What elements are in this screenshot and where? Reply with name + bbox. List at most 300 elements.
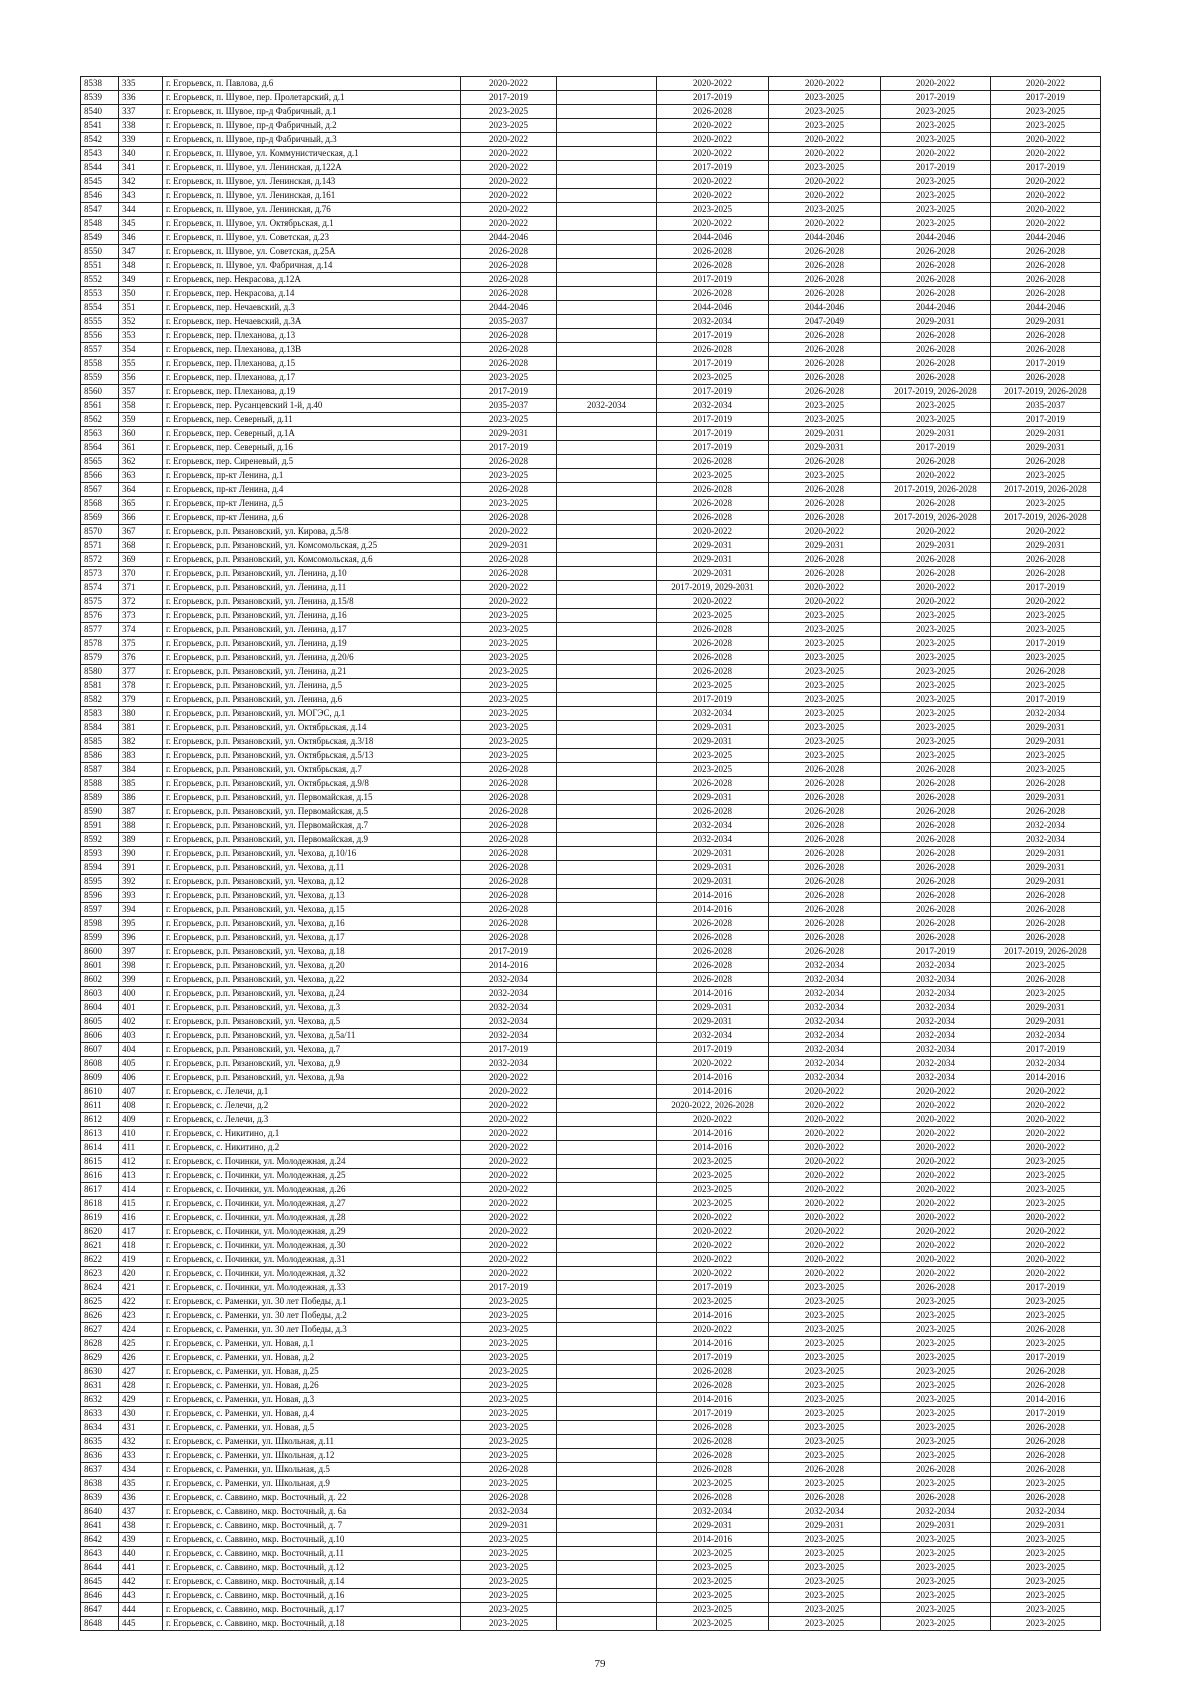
row-number-cell: 8549 <box>81 231 119 245</box>
period-5-cell: 2017-2019 <box>881 161 991 175</box>
item-number-cell: 423 <box>119 1309 163 1323</box>
address-cell: г. Егорьевск, с. Раменки, ул. 30 лет Победы, д.1 <box>163 1295 461 1309</box>
address-cell: г. Егорьевск, р.п. Рязановский, ул. Ленина, д.16 <box>163 609 461 623</box>
period-3-cell: 2023-2025 <box>657 469 769 483</box>
row-number-cell: 8547 <box>81 203 119 217</box>
period-2-cell <box>557 1211 657 1225</box>
period-2-cell <box>557 259 657 273</box>
period-4-cell: 2026-2028 <box>769 791 881 805</box>
schedule-table <box>80 76 1101 1631</box>
period-1-cell: 2017-2019 <box>461 1281 557 1295</box>
period-1-cell: 2023-2025 <box>461 637 557 651</box>
period-1-cell: 2020-2022 <box>461 1211 557 1225</box>
item-number-cell: 428 <box>119 1379 163 1393</box>
item-number-cell: 368 <box>119 539 163 553</box>
period-4-cell: 2047-2049 <box>769 315 881 329</box>
period-6-cell: 2026-2028 <box>991 917 1101 931</box>
period-6-cell: 2023-2025 <box>991 1477 1101 1491</box>
item-number-cell: 432 <box>119 1435 163 1449</box>
period-1-cell: 2023-2025 <box>461 1547 557 1561</box>
period-2-cell <box>557 1197 657 1211</box>
address-cell: г. Егорьевск, с. Раменки, ул. Новая, д.25 <box>163 1365 461 1379</box>
row-number-cell: 8601 <box>81 959 119 973</box>
period-5-cell: 2026-2028 <box>881 343 991 357</box>
period-6-cell: 2026-2028 <box>991 455 1101 469</box>
item-number-cell: 418 <box>119 1239 163 1253</box>
period-2-cell <box>557 161 657 175</box>
period-1-cell: 2029-2031 <box>461 539 557 553</box>
period-6-cell: 2026-2028 <box>991 567 1101 581</box>
period-5-cell: 2026-2028 <box>881 1463 991 1477</box>
period-1-cell: 2023-2025 <box>461 1309 557 1323</box>
address-cell: г. Егорьевск, пр-кт Ленина, д.1 <box>163 469 461 483</box>
table-row <box>81 553 1101 567</box>
item-number-cell: 381 <box>119 721 163 735</box>
period-3-cell: 2029-2031 <box>657 539 769 553</box>
period-1-cell: 2014-2016 <box>461 959 557 973</box>
period-1-cell: 2020-2022 <box>461 1225 557 1239</box>
row-number-cell: 8569 <box>81 511 119 525</box>
period-5-cell: 2023-2025 <box>881 119 991 133</box>
period-1-cell: 2020-2022 <box>461 1169 557 1183</box>
period-4-cell: 2023-2025 <box>769 105 881 119</box>
period-4-cell: 2026-2028 <box>769 861 881 875</box>
period-3-cell: 2020-2022 <box>657 595 769 609</box>
address-cell: г. Егорьевск, р.п. Рязановский, ул. Чехова, д.16 <box>163 917 461 931</box>
period-4-cell: 2026-2028 <box>769 945 881 959</box>
period-6-cell: 2023-2025 <box>991 1617 1101 1631</box>
row-number-cell: 8598 <box>81 917 119 931</box>
period-6-cell: 2023-2025 <box>991 1589 1101 1603</box>
item-number-cell: 347 <box>119 245 163 259</box>
period-2-cell <box>557 595 657 609</box>
address-cell: г. Егорьевск, п. Шувое, ул. Ленинская, д.122А <box>163 161 461 175</box>
address-cell: г. Егорьевск, с. Раменки, ул. Новая, д.2 <box>163 1351 461 1365</box>
item-number-cell: 400 <box>119 987 163 1001</box>
row-number-cell: 8554 <box>81 301 119 315</box>
period-3-cell: 2014-2016 <box>657 1071 769 1085</box>
period-3-cell: 2020-2022, 2026-2028 <box>657 1099 769 1113</box>
period-4-cell: 2032-2034 <box>769 1071 881 1085</box>
period-6-cell: 2017-2019 <box>991 1407 1101 1421</box>
address-cell: г. Егорьевск, с. Саввино, мкр. Восточный, д.14 <box>163 1575 461 1589</box>
table-row <box>81 1449 1101 1463</box>
period-3-cell: 2026-2028 <box>657 1379 769 1393</box>
table-row <box>81 1099 1101 1113</box>
item-number-cell: 393 <box>119 889 163 903</box>
item-number-cell: 373 <box>119 609 163 623</box>
address-cell: г. Егорьевск, р.п. Рязановский, ул. Чехова, д.18 <box>163 945 461 959</box>
period-6-cell: 2023-2025 <box>991 1603 1101 1617</box>
table-row <box>81 609 1101 623</box>
period-1-cell: 2023-2025 <box>461 1477 557 1491</box>
period-6-cell: 2023-2025 <box>991 1197 1101 1211</box>
period-4-cell: 2020-2022 <box>769 1141 881 1155</box>
period-2-cell <box>557 777 657 791</box>
item-number-cell: 412 <box>119 1155 163 1169</box>
row-number-cell: 8623 <box>81 1267 119 1281</box>
item-number-cell: 380 <box>119 707 163 721</box>
period-4-cell: 2029-2031 <box>769 1519 881 1533</box>
period-1-cell: 2023-2025 <box>461 1365 557 1379</box>
period-5-cell: 2026-2028 <box>881 917 991 931</box>
period-1-cell: 2023-2025 <box>461 679 557 693</box>
item-number-cell: 419 <box>119 1253 163 1267</box>
period-4-cell: 2020-2022 <box>769 1085 881 1099</box>
address-cell: г. Егорьевск, с. Саввино, мкр. Восточный, д.16 <box>163 1589 461 1603</box>
table-row <box>81 91 1101 105</box>
period-3-cell: 2023-2025 <box>657 1617 769 1631</box>
period-2-cell <box>557 609 657 623</box>
period-4-cell: 2020-2022 <box>769 189 881 203</box>
period-3-cell: 2014-2016 <box>657 889 769 903</box>
period-3-cell: 2023-2025 <box>657 1295 769 1309</box>
period-4-cell: 2023-2025 <box>769 161 881 175</box>
period-2-cell <box>557 1057 657 1071</box>
item-number-cell: 338 <box>119 119 163 133</box>
row-number-cell: 8588 <box>81 777 119 791</box>
period-5-cell: 2026-2028 <box>881 329 991 343</box>
period-3-cell: 2044-2046 <box>657 301 769 315</box>
table-row <box>81 903 1101 917</box>
table-row <box>81 161 1101 175</box>
period-4-cell: 2023-2025 <box>769 721 881 735</box>
item-number-cell: 379 <box>119 693 163 707</box>
period-4-cell: 2026-2028 <box>769 273 881 287</box>
table-row <box>81 595 1101 609</box>
item-number-cell: 406 <box>119 1071 163 1085</box>
address-cell: г. Егорьевск, р.п. Рязановский, ул. Чехова, д.13 <box>163 889 461 903</box>
period-6-cell: 2020-2022 <box>991 133 1101 147</box>
item-number-cell: 394 <box>119 903 163 917</box>
period-2-cell <box>557 721 657 735</box>
item-number-cell: 375 <box>119 637 163 651</box>
table-row <box>81 1127 1101 1141</box>
item-number-cell: 396 <box>119 931 163 945</box>
period-5-cell: 2023-2025 <box>881 735 991 749</box>
period-4-cell: 2023-2025 <box>769 1533 881 1547</box>
table-row <box>81 105 1101 119</box>
period-4-cell: 2023-2025 <box>769 1309 881 1323</box>
period-3-cell: 2017-2019 <box>657 1407 769 1421</box>
period-6-cell: 2020-2022 <box>991 77 1101 91</box>
period-5-cell: 2029-2031 <box>881 539 991 553</box>
period-4-cell: 2023-2025 <box>769 1617 881 1631</box>
period-4-cell: 2032-2034 <box>769 1029 881 1043</box>
period-5-cell: 2026-2028 <box>881 875 991 889</box>
period-1-cell: 2026-2028 <box>461 553 557 567</box>
row-number-cell: 8540 <box>81 105 119 119</box>
period-2-cell <box>557 791 657 805</box>
period-3-cell: 2020-2022 <box>657 119 769 133</box>
address-cell: г. Егорьевск, пер. Плеханова, д.13 <box>163 329 461 343</box>
period-6-cell: 2026-2028 <box>991 287 1101 301</box>
period-3-cell: 2014-2016 <box>657 1393 769 1407</box>
period-4-cell: 2023-2025 <box>769 1295 881 1309</box>
period-5-cell: 2026-2028 <box>881 861 991 875</box>
item-number-cell: 434 <box>119 1463 163 1477</box>
period-4-cell: 2026-2028 <box>769 357 881 371</box>
period-4-cell: 2023-2025 <box>769 1281 881 1295</box>
period-4-cell: 2032-2034 <box>769 973 881 987</box>
period-1-cell: 2023-2025 <box>461 1323 557 1337</box>
row-number-cell: 8560 <box>81 385 119 399</box>
row-number-cell: 8552 <box>81 273 119 287</box>
table-row <box>81 1071 1101 1085</box>
table-row <box>81 1491 1101 1505</box>
period-4-cell: 2044-2046 <box>769 301 881 315</box>
table-row <box>81 245 1101 259</box>
period-4-cell: 2023-2025 <box>769 1323 881 1337</box>
period-3-cell: 2017-2019 <box>657 441 769 455</box>
address-cell: г. Егорьевск, пр-кт Ленина, д.6 <box>163 511 461 525</box>
period-1-cell: 2026-2028 <box>461 343 557 357</box>
period-4-cell: 2023-2025 <box>769 1351 881 1365</box>
period-6-cell: 2020-2022 <box>991 1099 1101 1113</box>
table-row <box>81 315 1101 329</box>
address-cell: г. Егорьевск, пер. Плеханова, д.13В <box>163 343 461 357</box>
table-row <box>81 1085 1101 1099</box>
table-row <box>81 301 1101 315</box>
period-3-cell: 2026-2028 <box>657 651 769 665</box>
period-5-cell: 2032-2034 <box>881 1057 991 1071</box>
table-row <box>81 357 1101 371</box>
address-cell: г. Егорьевск, с. Лелечи, д.2 <box>163 1099 461 1113</box>
period-6-cell: 2032-2034 <box>991 1505 1101 1519</box>
address-cell: г. Егорьевск, пер. Нечаевский, д.3 <box>163 301 461 315</box>
period-6-cell: 2023-2025 <box>991 959 1101 973</box>
address-cell: г. Егорьевск, р.п. Рязановский, ул. Чехова, д.20 <box>163 959 461 973</box>
period-4-cell: 2023-2025 <box>769 679 881 693</box>
item-number-cell: 361 <box>119 441 163 455</box>
period-5-cell: 2032-2034 <box>881 1071 991 1085</box>
address-cell: г. Егорьевск, пер. Плеханова, д.15 <box>163 357 461 371</box>
table-row <box>81 1337 1101 1351</box>
address-cell: г. Егорьевск, с. Раменки, ул. Новая, д.1 <box>163 1337 461 1351</box>
item-number-cell: 345 <box>119 217 163 231</box>
row-number-cell: 8595 <box>81 875 119 889</box>
row-number-cell: 8639 <box>81 1491 119 1505</box>
period-1-cell: 2029-2031 <box>461 1519 557 1533</box>
table-row <box>81 987 1101 1001</box>
period-3-cell: 2014-2016 <box>657 1337 769 1351</box>
period-2-cell <box>557 749 657 763</box>
period-4-cell: 2029-2031 <box>769 441 881 455</box>
period-5-cell: 2023-2025 <box>881 1477 991 1491</box>
item-number-cell: 417 <box>119 1225 163 1239</box>
address-cell: г. Егорьевск, с. Починки, ул. Молодежная, д.26 <box>163 1183 461 1197</box>
item-number-cell: 404 <box>119 1043 163 1057</box>
row-number-cell: 8624 <box>81 1281 119 1295</box>
period-2-cell <box>557 735 657 749</box>
row-number-cell: 8538 <box>81 77 119 91</box>
row-number-cell: 8580 <box>81 665 119 679</box>
item-number-cell: 414 <box>119 1183 163 1197</box>
period-5-cell: 2023-2025 <box>881 1309 991 1323</box>
period-5-cell: 2023-2025 <box>881 105 991 119</box>
address-cell: г. Егорьевск, с. Никитино, д.2 <box>163 1141 461 1155</box>
item-number-cell: 342 <box>119 175 163 189</box>
row-number-cell: 8592 <box>81 833 119 847</box>
item-number-cell: 351 <box>119 301 163 315</box>
period-2-cell <box>557 959 657 973</box>
period-3-cell: 2020-2022 <box>657 175 769 189</box>
table-body <box>81 77 1101 1631</box>
period-3-cell: 2026-2028 <box>657 623 769 637</box>
table-row <box>81 679 1101 693</box>
period-5-cell: 2023-2025 <box>881 1421 991 1435</box>
period-2-cell <box>557 623 657 637</box>
table-row <box>81 1001 1101 1015</box>
period-5-cell: 2017-2019 <box>881 441 991 455</box>
address-cell: г. Егорьевск, п. Шувое, ул. Советская, д.23 <box>163 231 461 245</box>
address-cell: г. Егорьевск, п. Шувое, пр-д Фабричный, д.3 <box>163 133 461 147</box>
period-2-cell <box>557 1421 657 1435</box>
period-2-cell <box>557 945 657 959</box>
period-2-cell <box>557 287 657 301</box>
address-cell: г. Егорьевск, р.п. Рязановский, ул. Ленина, д.20/6 <box>163 651 461 665</box>
period-5-cell: 2023-2025 <box>881 749 991 763</box>
period-3-cell: 2020-2022 <box>657 1323 769 1337</box>
period-3-cell: 2026-2028 <box>657 287 769 301</box>
row-number-cell: 8555 <box>81 315 119 329</box>
period-3-cell: 2029-2031 <box>657 1001 769 1015</box>
row-number-cell: 8583 <box>81 707 119 721</box>
address-cell: г. Егорьевск, р.п. Рязановский, ул. МОГЭС, д.1 <box>163 707 461 721</box>
period-1-cell: 2032-2034 <box>461 1057 557 1071</box>
period-1-cell: 2020-2022 <box>461 1085 557 1099</box>
row-number-cell: 8578 <box>81 637 119 651</box>
address-cell: г. Егорьевск, с. Починки, ул. Молодежная, д.24 <box>163 1155 461 1169</box>
period-5-cell: 2026-2028 <box>881 273 991 287</box>
item-number-cell: 366 <box>119 511 163 525</box>
period-3-cell: 2014-2016 <box>657 1533 769 1547</box>
period-5-cell: 2023-2025 <box>881 693 991 707</box>
address-cell: г. Егорьевск, п. Павлова, д.6 <box>163 77 461 91</box>
row-number-cell: 8645 <box>81 1575 119 1589</box>
period-1-cell: 2026-2028 <box>461 861 557 875</box>
period-1-cell: 2026-2028 <box>461 903 557 917</box>
period-3-cell: 2029-2031 <box>657 721 769 735</box>
period-4-cell: 2032-2034 <box>769 1505 881 1519</box>
period-3-cell: 2026-2028 <box>657 1491 769 1505</box>
row-number-cell: 8620 <box>81 1225 119 1239</box>
period-4-cell: 2023-2025 <box>769 469 881 483</box>
period-3-cell: 2026-2028 <box>657 945 769 959</box>
period-3-cell: 2023-2025 <box>657 1477 769 1491</box>
period-3-cell: 2017-2019 <box>657 1281 769 1295</box>
row-number-cell: 8591 <box>81 819 119 833</box>
period-2-cell <box>557 1477 657 1491</box>
period-1-cell: 2026-2028 <box>461 483 557 497</box>
period-4-cell: 2023-2025 <box>769 665 881 679</box>
table-row <box>81 1211 1101 1225</box>
address-cell: г. Егорьевск, р.п. Рязановский, ул. Ленина, д.19 <box>163 637 461 651</box>
period-6-cell: 2032-2034 <box>991 833 1101 847</box>
row-number-cell: 8617 <box>81 1183 119 1197</box>
row-number-cell: 8551 <box>81 259 119 273</box>
item-number-cell: 443 <box>119 1589 163 1603</box>
period-6-cell: 2023-2025 <box>991 1533 1101 1547</box>
table-row <box>81 973 1101 987</box>
period-6-cell: 2017-2019 <box>991 357 1101 371</box>
address-cell: г. Егорьевск, пер. Нечаевский, д.3А <box>163 315 461 329</box>
item-number-cell: 399 <box>119 973 163 987</box>
period-6-cell: 2023-2025 <box>991 1183 1101 1197</box>
period-5-cell: 2023-2025 <box>881 1323 991 1337</box>
address-cell: г. Егорьевск, р.п. Рязановский, ул. Ленина, д.6 <box>163 693 461 707</box>
item-number-cell: 427 <box>119 1365 163 1379</box>
period-4-cell: 2020-2022 <box>769 581 881 595</box>
period-1-cell: 2020-2022 <box>461 189 557 203</box>
period-1-cell: 2026-2028 <box>461 889 557 903</box>
table-row <box>81 1407 1101 1421</box>
period-4-cell: 2020-2022 <box>769 1267 881 1281</box>
period-4-cell: 2023-2025 <box>769 1393 881 1407</box>
table-row <box>81 693 1101 707</box>
period-6-cell: 2026-2028 <box>991 1491 1101 1505</box>
period-3-cell: 2020-2022 <box>657 1113 769 1127</box>
address-cell: г. Егорьевск, р.п. Рязановский, ул. Первомайская, д.15 <box>163 791 461 805</box>
period-2-cell <box>557 903 657 917</box>
period-4-cell: 2026-2028 <box>769 385 881 399</box>
item-number-cell: 431 <box>119 1421 163 1435</box>
item-number-cell: 415 <box>119 1197 163 1211</box>
period-2-cell <box>557 847 657 861</box>
period-2-cell <box>557 1239 657 1253</box>
period-5-cell: 2020-2022 <box>881 1267 991 1281</box>
period-6-cell: 2044-2046 <box>991 231 1101 245</box>
period-5-cell: 2020-2022 <box>881 1225 991 1239</box>
address-cell: г. Егорьевск, с. Починки, ул. Молодежная, д.27 <box>163 1197 461 1211</box>
period-4-cell: 2026-2028 <box>769 497 881 511</box>
table-row <box>81 1505 1101 1519</box>
row-number-cell: 8613 <box>81 1127 119 1141</box>
row-number-cell: 8643 <box>81 1547 119 1561</box>
period-4-cell: 2023-2025 <box>769 1603 881 1617</box>
period-1-cell: 2023-2025 <box>461 707 557 721</box>
period-5-cell: 2026-2028 <box>881 1281 991 1295</box>
period-4-cell: 2020-2022 <box>769 1169 881 1183</box>
period-3-cell: 2026-2028 <box>657 105 769 119</box>
row-number-cell: 8597 <box>81 903 119 917</box>
item-number-cell: 369 <box>119 553 163 567</box>
period-6-cell: 2017-2019, 2026-2028 <box>991 511 1101 525</box>
period-5-cell: 2023-2025 <box>881 721 991 735</box>
address-cell: г. Егорьевск, р.п. Рязановский, ул. Чехова, д.9а <box>163 1071 461 1085</box>
period-5-cell: 2026-2028 <box>881 777 991 791</box>
row-number-cell: 8604 <box>81 1001 119 1015</box>
table-row <box>81 1393 1101 1407</box>
period-3-cell: 2026-2028 <box>657 1449 769 1463</box>
table-row <box>81 959 1101 973</box>
period-6-cell: 2026-2028 <box>991 1435 1101 1449</box>
period-1-cell: 2020-2022 <box>461 1239 557 1253</box>
address-cell: г. Егорьевск, с. Починки, ул. Молодежная, д.29 <box>163 1225 461 1239</box>
table-row <box>81 1477 1101 1491</box>
period-6-cell: 2026-2028 <box>991 777 1101 791</box>
period-5-cell: 2020-2022 <box>881 525 991 539</box>
item-number-cell: 355 <box>119 357 163 371</box>
table-row <box>81 539 1101 553</box>
period-1-cell: 2029-2031 <box>461 427 557 441</box>
table-row <box>81 777 1101 791</box>
period-3-cell: 2032-2034 <box>657 819 769 833</box>
table-row <box>81 1113 1101 1127</box>
period-3-cell: 2017-2019 <box>657 427 769 441</box>
page-number: 79 <box>594 1658 606 1670</box>
address-cell: г. Егорьевск, р.п. Рязановский, ул. Чехова, д.24 <box>163 987 461 1001</box>
